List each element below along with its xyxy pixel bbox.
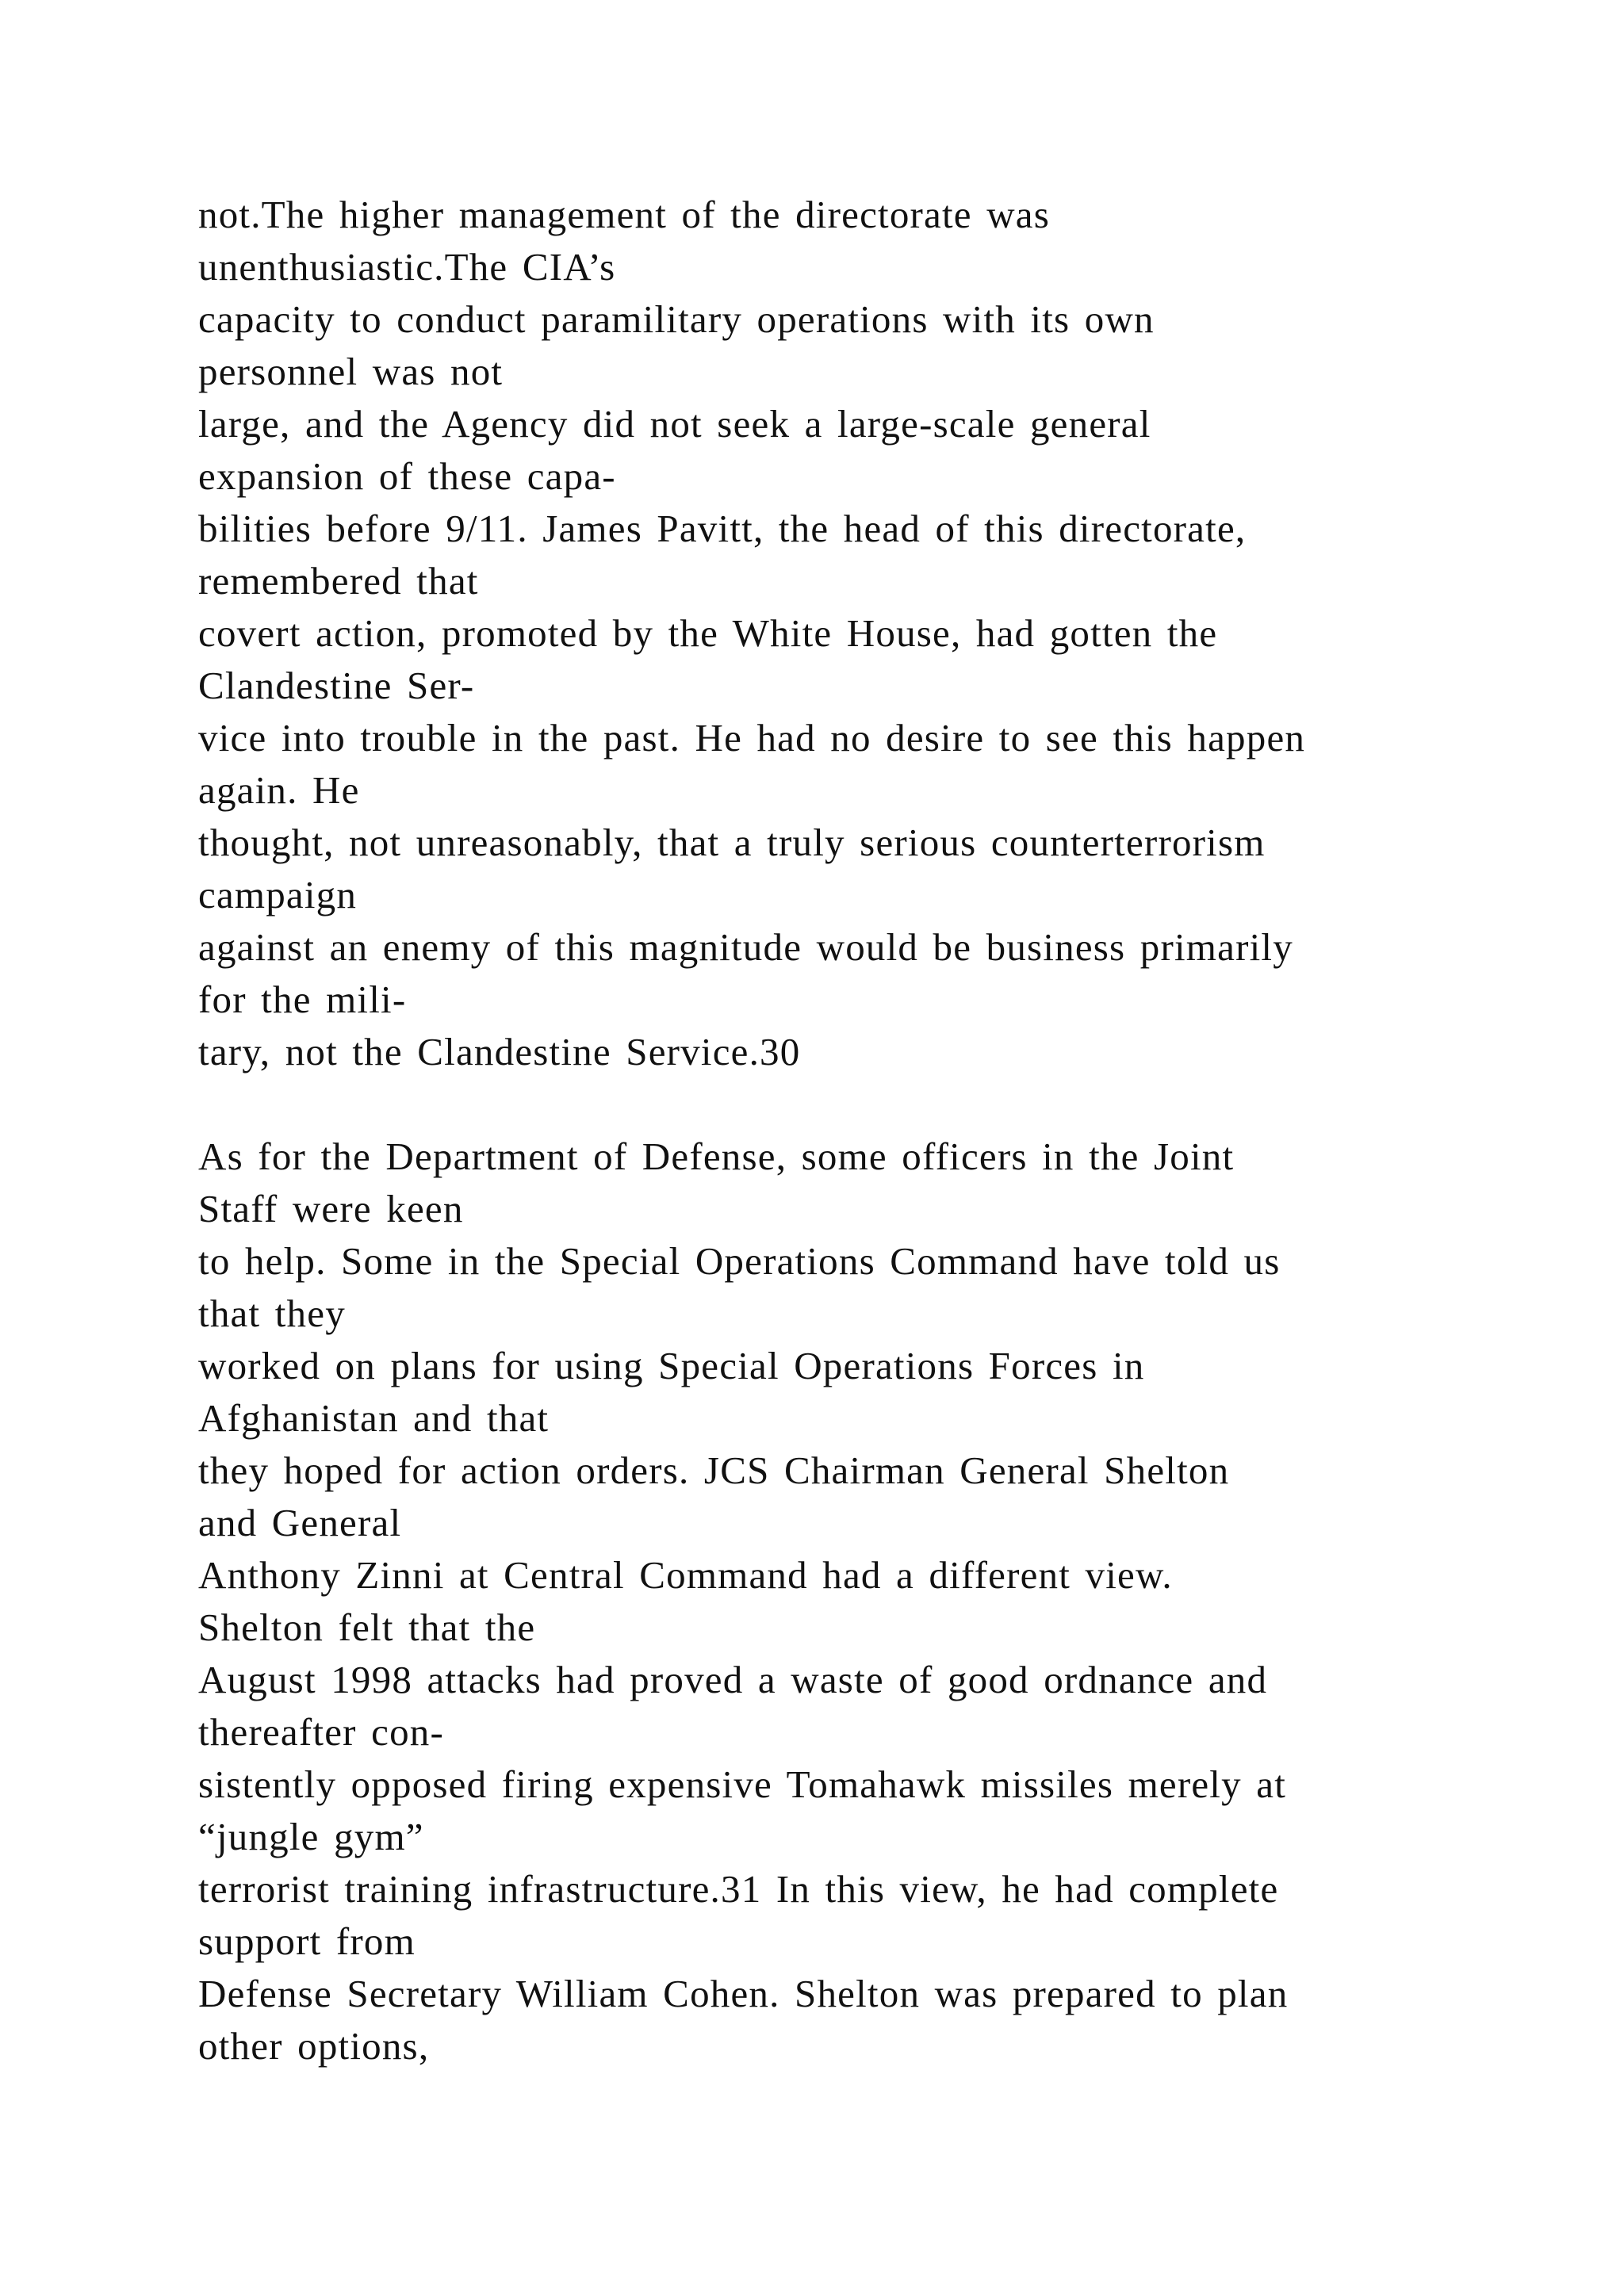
text-line: for the mili-: [198, 978, 407, 1021]
text-line: terrorist training infrastructure.31 In this view, he had complete: [198, 1867, 1279, 1911]
text-line: As for the Department of Defense, some officers in the Joint: [198, 1135, 1235, 1178]
paragraph-2: [198, 1131, 1499, 2072]
text-line: that they: [198, 1292, 346, 1335]
paragraph-1: [198, 189, 1499, 1078]
text-line: vice into trouble in the past. He had no desire to see this happen: [198, 716, 1306, 760]
text-line: remembered that: [198, 559, 479, 603]
text-line: support from: [198, 1919, 416, 1963]
text-line: Staff were keen: [198, 1187, 464, 1230]
text-line: personnel was not: [198, 350, 504, 393]
text-line: to help. Some in the Special Operations Command have told us: [198, 1239, 1281, 1283]
text-line: sistently opposed firing expensive Tomahawk missiles merely at: [198, 1762, 1287, 1806]
paragraph-spacer: [198, 1078, 1499, 1131]
text-line: covert action, promoted by the White House, had gotten the: [198, 611, 1218, 655]
text-line: bilities before 9/11. James Pavitt, the head of this directorate,: [198, 507, 1247, 550]
text-line: campaign: [198, 873, 358, 916]
text-line: capacity to conduct paramilitary operations with its own: [198, 297, 1155, 341]
text-line: tary, not the Clandestine Service.30: [198, 1030, 801, 1073]
text-line: Defense Secretary William Cohen. Shelton was prepared to plan: [198, 1972, 1289, 2015]
text-line: “jungle gym”: [198, 1815, 424, 1858]
text-line: Afghanistan and that: [198, 1396, 550, 1440]
text-line: thereafter con-: [198, 1710, 444, 1754]
text-line: large, and the Agency did not seek a large-scale general: [198, 402, 1151, 446]
body-text: [198, 189, 1499, 2072]
text-line: Clandestine Ser-: [198, 664, 475, 707]
text-line: thought, not unreasonably, that a truly serious counterterrorism: [198, 821, 1266, 864]
text-line: not.The higher management of the directorate was: [198, 193, 1051, 236]
text-line: expansion of these capa-: [198, 454, 616, 498]
text-line: worked on plans for using Special Operations Forces in: [198, 1344, 1145, 1387]
text-line: they hoped for action orders. JCS Chairman General Shelton: [198, 1448, 1230, 1492]
text-line: unenthusiastic.The CIA’s: [198, 245, 616, 289]
text-line: against an enemy of this magnitude would be business primarily: [198, 925, 1293, 969]
text-line: and General: [198, 1501, 402, 1544]
text-line: Anthony Zinni at Central Command had a different view.: [198, 1553, 1173, 1597]
text-line: other options,: [198, 2024, 430, 2068]
text-line: again. He: [198, 768, 360, 812]
text-line: Shelton felt that the: [198, 1605, 536, 1649]
text-line: August 1998 attacks had proved a waste of good ordnance and: [198, 1658, 1268, 1701]
